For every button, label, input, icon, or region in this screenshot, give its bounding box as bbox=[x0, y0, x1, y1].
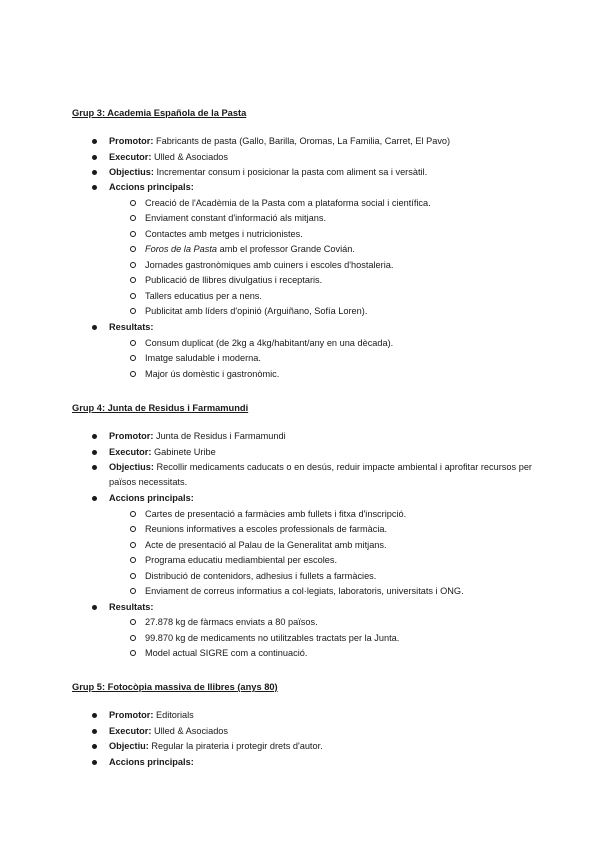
italic-title: Foros de la Pasta bbox=[145, 244, 218, 254]
objectiu-label: Objectiu: bbox=[109, 741, 149, 751]
bullet-icon bbox=[92, 155, 97, 160]
accions-label: Accions principals: bbox=[109, 757, 194, 767]
bullet-icon bbox=[92, 496, 97, 501]
bullet-icon bbox=[92, 605, 97, 610]
circle-bullet-icon bbox=[130, 371, 136, 377]
circle-bullet-icon bbox=[130, 262, 136, 268]
circle-bullet-icon bbox=[130, 215, 136, 221]
group-3-heading: Grup 3: Academia Española de la Pasta bbox=[72, 108, 247, 118]
circle-bullet-icon bbox=[130, 231, 136, 237]
accions-label: Accions principals: bbox=[109, 493, 194, 503]
bullet-icon bbox=[92, 185, 97, 190]
group-5-heading: Grup 5: Fotocòpia massiva de llibres (anys 80) bbox=[72, 682, 278, 692]
promotor-label: Promotor: bbox=[109, 431, 154, 441]
executor-label: Executor: bbox=[109, 152, 152, 162]
bullet-icon bbox=[92, 325, 97, 330]
objectius-label: Objectius: bbox=[109, 462, 154, 472]
promotor-value: Junta de Residus i Farmamundi bbox=[155, 431, 286, 441]
circle-bullet-icon bbox=[130, 246, 136, 252]
promotor-value: Editorials bbox=[155, 710, 194, 720]
executor-value: Ulled & Asociados bbox=[153, 152, 229, 162]
document-page: Grup 3: Academia Española de la Pasta Promotor: Fabricants de pasta (Gallo, Barilla, Oromas, La Familia, Carret, El Pavo) Executor: Ulled & Asociados Objectius: Incrementar consum i posicionar la pasta com aliment sa i versàtil. Accions principals: Creació de l'Acadèmia de la Pasta com a plataforma social i científica. Enviament constant d'informació als mitjans. Contactes amb metges i nutricionistes. Foros de la Pasta amb el professor Grande Covián. Jornades gastronòmiques amb cuiners i escoles d'hostaleria. Publicació de llibres divulgatius i receptaris. Tallers educatius per a nens. Publicitat amb líders d'opinió (Arguiñano, Sofía Loren). Resultats: Consum duplicat (de 2kg a 4kg/habitant/any en una dècada). Imatge saludable i moderna. Major ús domèstic i gastronòmic. Grup 4: Junta de Residus i Farmamundi Promotor: Junta de Residus i Farmamundi Executor: Gabinete Uribe Objectius: Recollir medicaments caducats o en desús, reduir impacte ambiental i aprofitar recursos per països necessitats. Accions principals: Cartes de presentació a farmàcies amb fullets i fitxa d'inscripció. Reunions informatives a escoles professionals de farmàcia. Acte de presentació al Palau de la Generalitat amb mitjans. Programa educatiu mediambiental per escoles. Distribució de contenidors, adhesius i fullets a farmàcies. Enviament de correus informatius a col·legiats, laboratoris, universitats i ONG. Resultats: 27.878 kg de fàrmacs enviats a 80 països. 99.870 kg de medicaments no utilitzables tractats per la Junta. Model actual SIGRE com a continuació. Grup 5: Fotocòpia massiva de llibres (anys 80) Promotor: Editorials Executor: Ulled & Asociados Objectiu: Regular la pirateria i protegir drets d'autor. Accions principals: bbox=[0, 0, 600, 848]
bullet-icon bbox=[92, 450, 97, 455]
resultats-label: Resultats: bbox=[109, 602, 154, 612]
circle-bullet-icon bbox=[130, 542, 136, 548]
bullet-icon bbox=[92, 170, 97, 175]
group-4-heading: Grup 4: Junta de Residus i Farmamundi bbox=[72, 403, 249, 413]
bullet-icon bbox=[92, 729, 97, 734]
circle-bullet-icon bbox=[130, 308, 136, 314]
executor-label: Executor: bbox=[109, 726, 152, 736]
bullet-icon bbox=[92, 139, 97, 144]
executor-label: Executor: bbox=[109, 447, 152, 457]
circle-bullet-icon bbox=[130, 573, 136, 579]
resultats-label: Resultats: bbox=[109, 322, 154, 332]
circle-bullet-icon bbox=[130, 619, 136, 625]
circle-bullet-icon bbox=[130, 526, 136, 532]
accions-label: Accions principals: bbox=[109, 182, 194, 192]
circle-bullet-icon bbox=[130, 340, 136, 346]
promotor-value: Fabricants de pasta (Gallo, Barilla, Oromas, La Familia, Carret, El Pavo) bbox=[155, 136, 451, 146]
bullet-icon bbox=[92, 744, 97, 749]
objectius-value: Incrementar consum i posicionar la pasta com aliment sa i versàtil. bbox=[156, 167, 428, 177]
circle-bullet-icon bbox=[130, 200, 136, 206]
circle-bullet-icon bbox=[130, 293, 136, 299]
bullet-icon bbox=[92, 713, 97, 718]
circle-bullet-icon bbox=[130, 650, 136, 656]
bullet-icon bbox=[92, 760, 97, 765]
circle-bullet-icon bbox=[130, 635, 136, 641]
bullet-icon bbox=[92, 465, 97, 470]
objectius-label: Objectius: bbox=[109, 167, 154, 177]
objectius-value: Recollir medicaments caducats o en desús, reduir impacte ambiental i aprofitar recursos per països necessitats. bbox=[109, 462, 532, 487]
objectiu-value: Regular la pirateria i protegir drets d'autor. bbox=[151, 741, 323, 751]
circle-bullet-icon bbox=[130, 588, 136, 594]
promotor-label: Promotor: bbox=[109, 710, 154, 720]
bullet-icon bbox=[92, 434, 97, 439]
circle-bullet-icon bbox=[130, 557, 136, 563]
executor-value: Ulled & Asociados bbox=[153, 726, 229, 736]
circle-bullet-icon bbox=[130, 355, 136, 361]
executor-value: Gabinete Uribe bbox=[153, 447, 216, 457]
circle-bullet-icon bbox=[130, 511, 136, 517]
promotor-label: Promotor: bbox=[109, 136, 154, 146]
circle-bullet-icon bbox=[130, 277, 136, 283]
